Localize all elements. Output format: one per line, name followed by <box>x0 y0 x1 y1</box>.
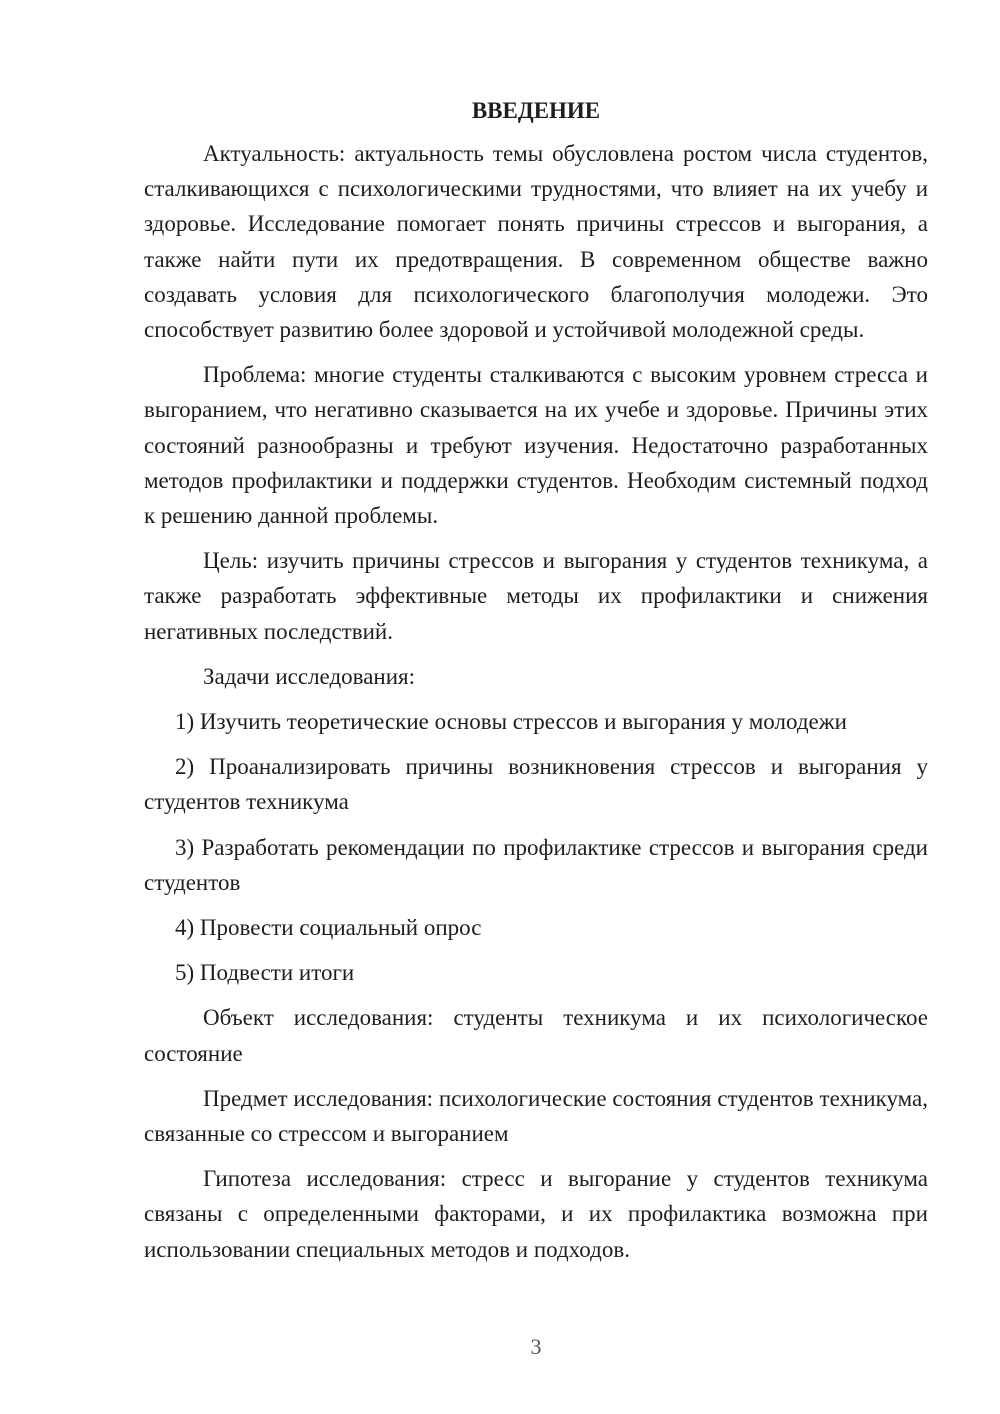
task-item: 5) Подвести итоги <box>175 960 355 986</box>
section-title: ВВЕДЕНИЕ <box>471 98 601 123</box>
paragraph-relevance: Актуальность: актуальность темы обусловлена ростом числа студентов, сталкивающихся с психологическими трудностями, что влияет на их учебу и здоровье. Исследование помогает понять причины стрессов и выгорания, а также найти пути их предотвращения. В современном обществе важно создавать условия для психологического благополучия молодежи. Это способствует развитию более здоровой и устойчивой молодежной среды. <box>144 141 928 343</box>
paragraph-goal: Цель: изучить причины стрессов и выгорания у студентов техникума, а также разработать эффективные методы их профилактики и снижения негативных последствий. <box>144 548 928 644</box>
paragraph-object: Объект исследования: студенты техникума и их психологическое состояние <box>144 1005 928 1066</box>
task-item: 3) Разработать рекомендации по профилактике стрессов и выгорания среди студентов <box>144 834 928 895</box>
task-item: 1) Изучить теоретические основы стрессов и выгорания у молодежи <box>175 709 847 735</box>
page-number: 3 <box>530 1334 542 1359</box>
tasks-heading: Задачи исследования: <box>203 663 416 689</box>
task-item: 4) Провести социальный опрос <box>175 915 482 941</box>
document-page <box>144 96 928 1277</box>
paragraph-problem: Проблема: многие студенты сталкиваются с высоким уровнем стресса и выгоранием, что негативно сказывается на их учебе и здоровье. Причины этих состояний разнообразны и требуют изучения. Недостаточно разработанных методов профилактики и поддержки студентов. Необходим системный подход к решению данной проблемы. <box>144 362 928 529</box>
paragraph-hypothesis: Гипотеза исследования: стресс и выгорание у студентов техникума связаны с определенными факторами, и их профилактика возможна при использовании специальных методов и подходов. <box>144 1166 928 1262</box>
task-item: 2) Проанализировать причины возникновения стрессов и выгорания у студентов техникума <box>144 754 928 815</box>
paragraph-subject: Предмет исследования: психологические состояния студентов техникума, связанные со стрессом и выгоранием <box>144 1085 928 1147</box>
